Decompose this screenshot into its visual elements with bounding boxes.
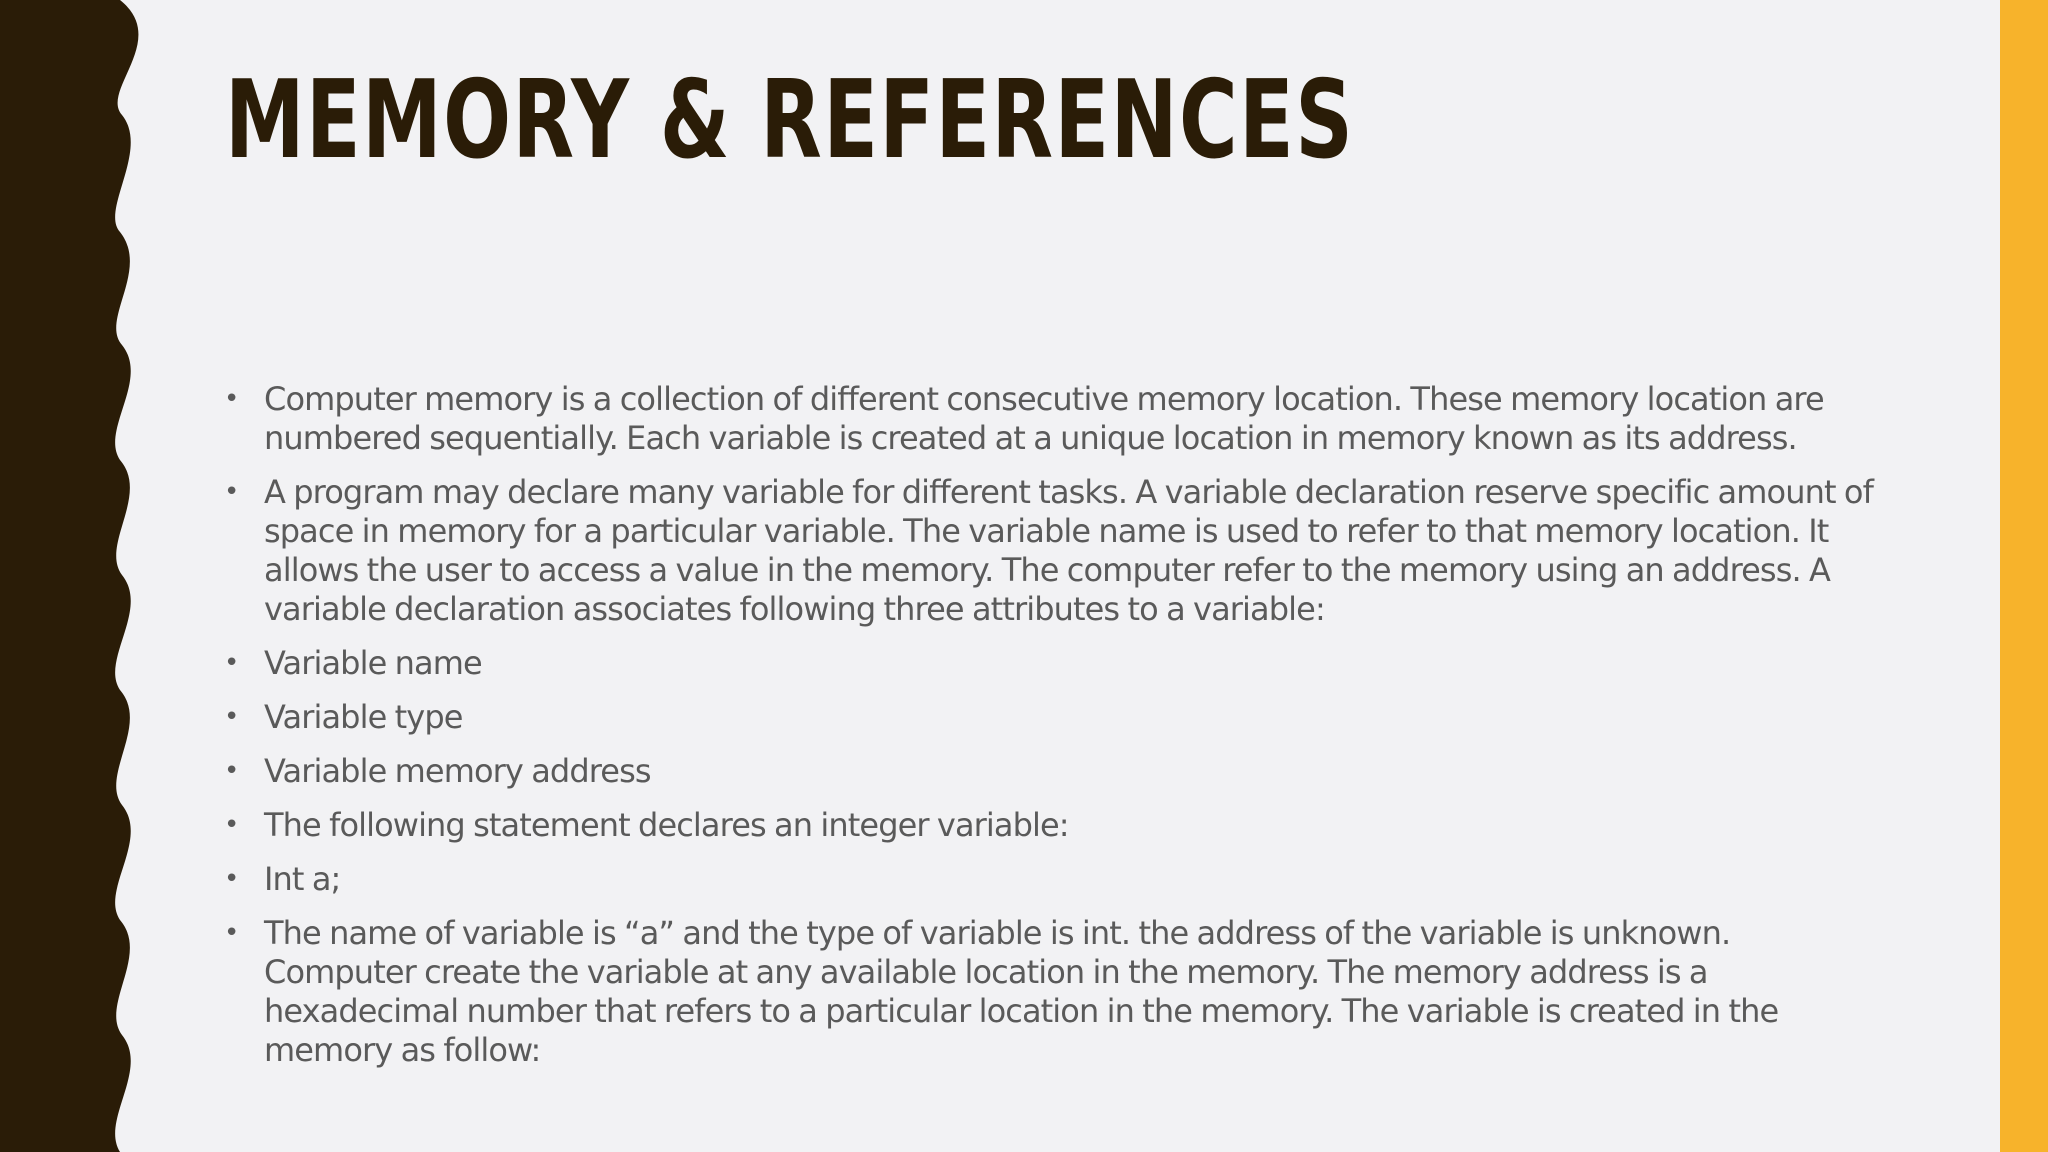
bullet-item	[222, 752, 1882, 791]
bullet-dot-icon: •	[224, 648, 239, 678]
bullet-item	[222, 380, 1882, 458]
bullet-text: Variable memory address	[264, 752, 651, 790]
bullet-text: Int a;	[264, 860, 341, 898]
slide-title: MEMORY & REFERENCES	[225, 58, 1355, 183]
bullet-dot-icon: •	[224, 702, 239, 732]
bullet-text: A program may declare many variable for different tasks. A variable declaration reserve specific amount of space in memory for a particular variable. The variable name is used to refer to that memory location. It allows the user to access a value in the memory. The computer refer to the memory using an address. A variable declaration associates following three attributes to a variable:	[264, 473, 1873, 628]
bullet-dot-icon: •	[224, 756, 239, 786]
bullet-dot-icon: •	[224, 918, 239, 948]
bullet-dot-icon: •	[224, 477, 239, 507]
bullet-item	[222, 644, 1882, 683]
bullet-dot-icon: •	[224, 810, 239, 840]
accent-bar	[2000, 0, 2048, 1152]
bullet-item	[222, 806, 1882, 845]
wave-shape	[0, 0, 138, 1152]
bullet-item	[222, 473, 1882, 629]
bullet-text: The name of variable is “a” and the type of variable is int. the address of the variable is unknown. Computer create the variable at any available location in the memory. The memory address is a hexadecimal number that refers to a particular location in the memory. The variable is created in the memory as follow:	[264, 914, 1779, 1069]
bullet-text: The following statement declares an integer variable:	[264, 806, 1069, 844]
bullet-item	[222, 698, 1882, 737]
bullet-text: Variable name	[264, 644, 482, 682]
bullet-item	[222, 914, 1882, 1070]
bullet-text: Variable type	[264, 698, 463, 736]
bullet-text: Computer memory is a collection of different consecutive memory location. These memory location are numbered sequentially. Each variable is created at a unique location in memory known as its address.	[264, 380, 1824, 457]
bullet-dot-icon: •	[224, 864, 239, 894]
bullet-list	[222, 380, 1882, 1085]
wavy-side-band	[0, 0, 160, 1152]
bullet-dot-icon: •	[224, 384, 239, 414]
bullet-item	[222, 860, 1882, 899]
